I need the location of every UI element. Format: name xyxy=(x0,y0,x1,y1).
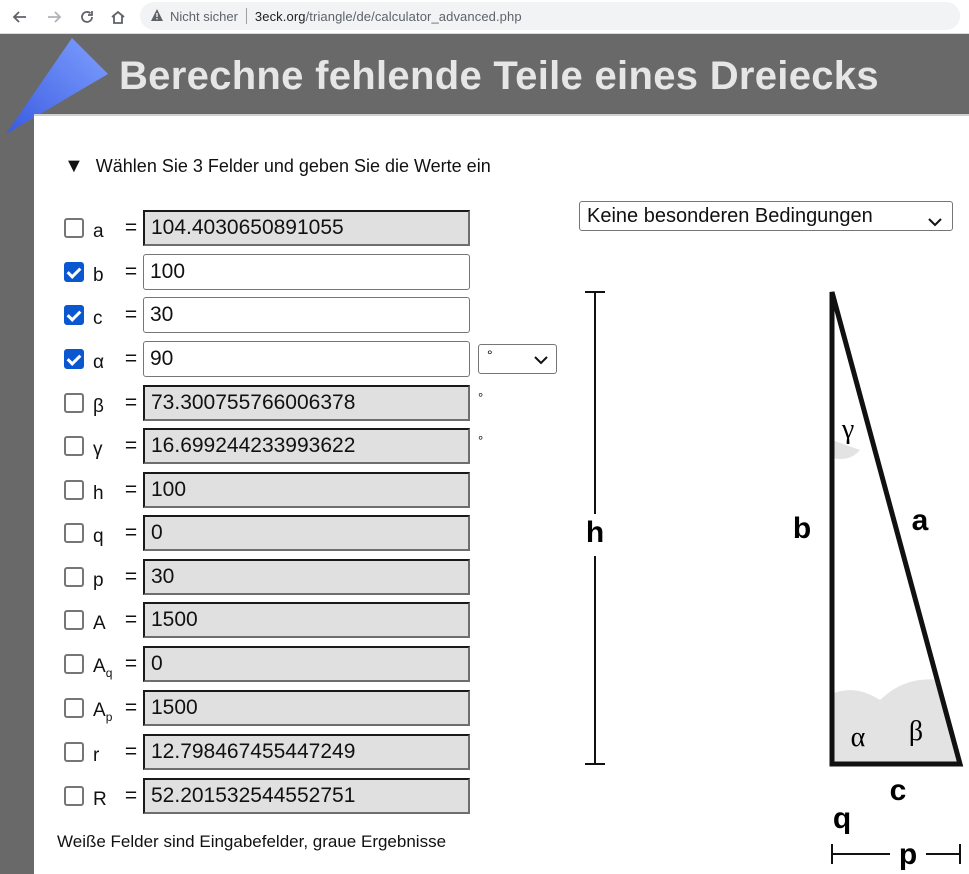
page-title: Berechne fehlende Teile eines Dreiecks xyxy=(119,54,879,98)
field-label-text: A xyxy=(93,700,106,722)
field-label xyxy=(93,213,119,243)
degree-unit: ° xyxy=(478,433,484,448)
field-row xyxy=(64,691,470,725)
field-label-text: R xyxy=(93,789,107,810)
field-label-text: r xyxy=(93,745,100,766)
equals-sign: = xyxy=(124,608,138,631)
field-label-text: a xyxy=(93,221,104,242)
field-row xyxy=(64,735,470,769)
result-field[interactable] xyxy=(143,646,470,682)
label-alpha: α xyxy=(850,722,866,753)
result-field[interactable] xyxy=(143,515,470,551)
field-checkbox[interactable] xyxy=(64,393,84,413)
field-checkbox[interactable] xyxy=(64,262,84,282)
equals-sign: = xyxy=(124,478,138,501)
equals-sign: = xyxy=(124,303,138,326)
value-input[interactable] xyxy=(143,254,470,290)
value-input[interactable] xyxy=(143,297,470,333)
label-gamma: γ xyxy=(841,414,855,445)
field-checkbox[interactable] xyxy=(64,349,84,369)
chevron-down-icon xyxy=(534,352,548,368)
instruction-text: Wählen Sie 3 Felder und geben Sie die Werte ein xyxy=(95,156,491,176)
address-bar[interactable] xyxy=(140,2,960,30)
condition-select[interactable] xyxy=(579,201,953,231)
chevron-down-icon xyxy=(928,210,942,233)
result-field[interactable] xyxy=(143,602,470,638)
field-label-text: A xyxy=(93,613,106,634)
equals-sign: = xyxy=(124,740,138,763)
forward-arrow-icon[interactable] xyxy=(42,5,66,29)
result-field[interactable] xyxy=(143,690,470,726)
field-row xyxy=(64,255,470,289)
equals-sign: = xyxy=(124,434,138,457)
field-label xyxy=(93,648,119,680)
equals-sign: = xyxy=(124,696,138,719)
triangle-diagram xyxy=(580,280,969,874)
angle-unit-value: ° xyxy=(487,347,493,363)
equals-sign: = xyxy=(124,260,138,283)
field-label-text: α xyxy=(93,352,104,373)
result-field[interactable] xyxy=(143,385,470,421)
field-row xyxy=(64,342,557,376)
degree-unit: ° xyxy=(478,390,484,405)
field-label xyxy=(93,781,119,811)
disclosure-triangle-icon[interactable]: ▼ xyxy=(64,155,84,177)
equals-sign: = xyxy=(124,391,138,414)
field-label-text: p xyxy=(93,570,104,591)
label-a: a xyxy=(911,504,929,537)
equals-sign: = xyxy=(124,521,138,544)
field-label xyxy=(93,388,119,418)
field-row xyxy=(64,473,470,507)
label-beta: β xyxy=(908,716,924,747)
field-label-subscript: q xyxy=(105,665,113,680)
url-path: /triangle/de/calculator_advanced.php xyxy=(305,8,522,24)
label-p: p xyxy=(898,838,918,871)
field-label-subscript: p xyxy=(105,709,113,724)
field-label xyxy=(93,605,119,635)
equals-sign: = xyxy=(124,565,138,588)
field-checkbox[interactable] xyxy=(64,567,84,587)
angle-unit-select[interactable] xyxy=(478,344,557,374)
field-checkbox[interactable] xyxy=(64,305,84,325)
home-icon[interactable] xyxy=(106,5,130,29)
field-label xyxy=(93,344,119,374)
field-label-text: q xyxy=(93,526,104,547)
field-label xyxy=(93,475,119,505)
result-field[interactable] xyxy=(143,559,470,595)
field-row xyxy=(64,560,470,594)
field-row xyxy=(64,211,470,245)
field-label xyxy=(93,562,119,592)
field-label xyxy=(93,257,119,287)
field-checkbox[interactable] xyxy=(64,218,84,238)
label-h: h xyxy=(585,516,605,549)
field-checkbox[interactable] xyxy=(64,610,84,630)
omnibox-separator xyxy=(246,8,247,24)
equals-sign: = xyxy=(124,784,138,807)
result-field[interactable] xyxy=(143,472,470,508)
condition-select-value: Keine besonderen Bedingungen xyxy=(587,204,873,227)
back-arrow-icon[interactable] xyxy=(8,5,32,29)
url-host: 3eck.org xyxy=(254,8,306,24)
field-label-text: h xyxy=(93,483,104,504)
field-row xyxy=(64,429,483,463)
left-strip xyxy=(0,34,34,874)
field-row xyxy=(64,298,470,332)
result-field[interactable] xyxy=(143,428,470,464)
browser-toolbar xyxy=(0,0,969,34)
field-label-text: β xyxy=(93,396,104,417)
result-field[interactable] xyxy=(143,734,470,770)
label-c: c xyxy=(889,774,907,807)
field-checkbox[interactable] xyxy=(64,654,84,674)
field-row xyxy=(64,779,470,813)
value-input[interactable] xyxy=(143,341,470,377)
field-label-text: γ xyxy=(93,439,103,460)
field-checkbox[interactable] xyxy=(64,786,84,806)
field-label xyxy=(93,300,119,330)
field-checkbox[interactable] xyxy=(64,523,84,543)
result-field[interactable] xyxy=(143,778,470,814)
field-label-text: c xyxy=(93,308,103,329)
instruction-summary[interactable] xyxy=(64,155,491,178)
equals-sign: = xyxy=(124,347,138,370)
label-q: q xyxy=(832,802,852,835)
field-row xyxy=(64,603,470,637)
field-row xyxy=(64,516,470,550)
field-label xyxy=(93,737,119,767)
warning-icon[interactable] xyxy=(150,8,164,25)
field-label xyxy=(93,692,119,724)
footer-note: Weiße Felder sind Eingabefelder, graue Ergebnisse xyxy=(57,832,447,851)
field-checkbox[interactable] xyxy=(64,698,84,718)
security-label[interactable]: Nicht sicher xyxy=(170,8,238,24)
label-b: b xyxy=(792,512,812,545)
field-label-text: A xyxy=(93,656,106,678)
equals-sign: = xyxy=(124,652,138,675)
field-label xyxy=(93,431,119,461)
url-text[interactable] xyxy=(255,9,522,24)
result-field[interactable] xyxy=(143,210,470,246)
field-checkbox[interactable] xyxy=(64,742,84,762)
field-label-text: b xyxy=(93,265,104,286)
field-row xyxy=(64,647,470,681)
field-checkbox[interactable] xyxy=(64,480,84,500)
equals-sign: = xyxy=(124,216,138,239)
field-label xyxy=(93,518,119,548)
field-checkbox[interactable] xyxy=(64,436,84,456)
field-row xyxy=(64,386,483,420)
reload-icon[interactable] xyxy=(75,5,99,29)
